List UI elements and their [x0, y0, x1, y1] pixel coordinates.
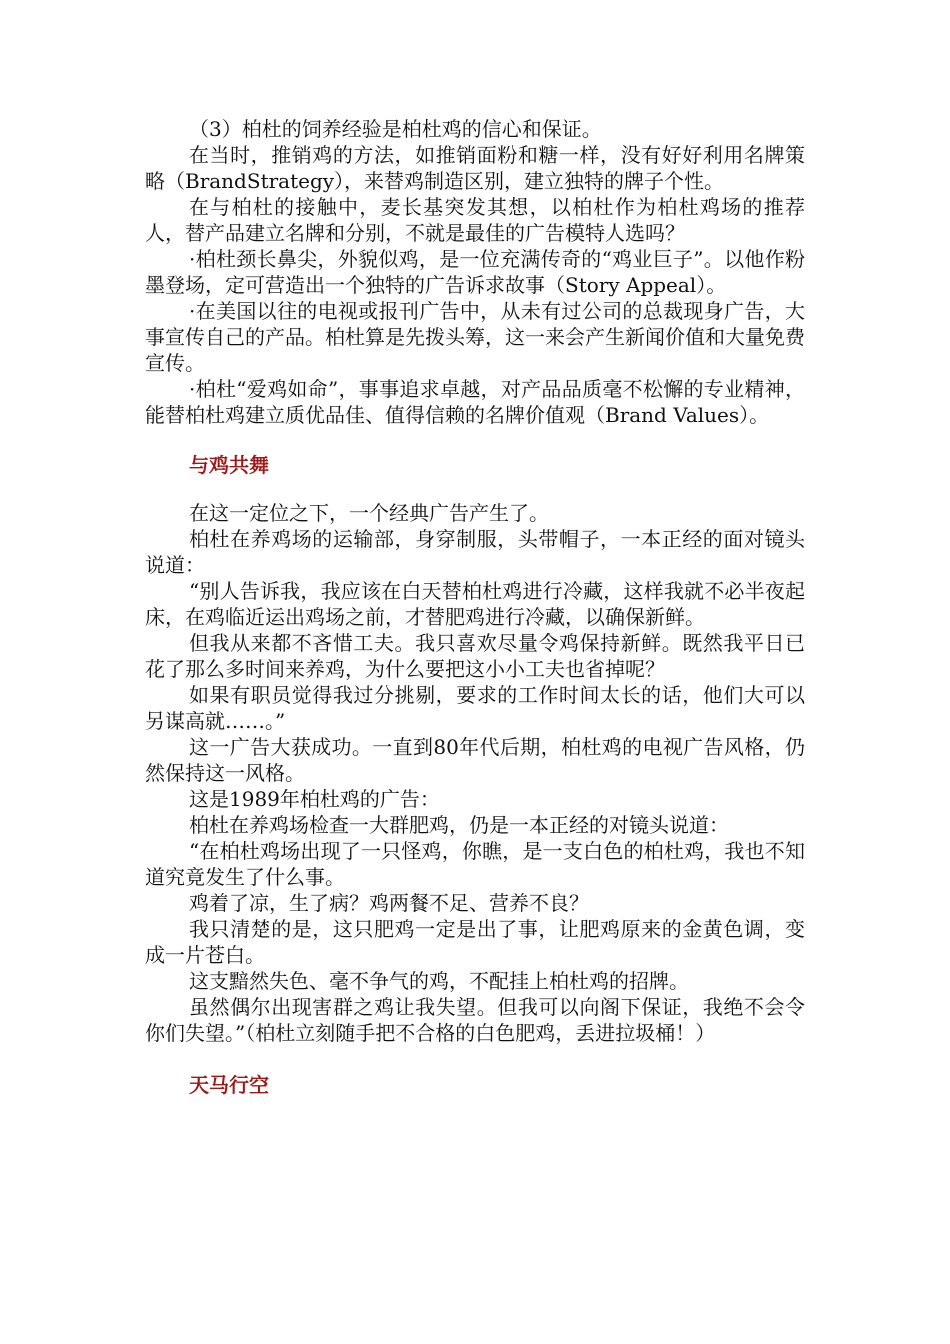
paragraph: 在与柏杜的接触中，麦长基突发其想，以柏杜作为柏杜鸡场的推荐人，替产品建立名牌和分别，不就是最佳的广告模特人选吗？	[145, 195, 805, 245]
paragraph: 这一广告大获成功。一直到80年代后期，柏杜鸡的电视广告风格，仍然保持这一风格。	[145, 735, 805, 785]
paragraph: ·柏杜颈长鼻尖，外貌似鸡，是一位充满传奇的“鸡业巨子”。以他作粉墨登场，定可营造出一个独特的广告诉求故事（Story Appeal）。	[145, 247, 805, 297]
paragraph: 虽然偶尔出现害群之鸡让我失望。但我可以向阁下保证，我绝不会令你们失望。”（柏杜立刻随手把不合格的白色肥鸡，丢进拉圾桶！）	[145, 995, 805, 1045]
paragraph: 但我从来都不吝惜工夫。我只喜欢尽量令鸡保持新鲜。既然我平日已花了那么多时间来养鸡，为什么要把这小小工夫也省掉呢？	[145, 631, 805, 681]
paragraph: ·在美国以往的电视或报刊广告中，从未有过公司的总裁现身广告，大事宣传自己的产品。柏杜算是先拨头筹，这一来会产生新闻价值和大量免费宣传。	[145, 299, 805, 375]
paragraph: 这支黯然失色、毫不争气的鸡，不配挂上柏杜鸡的招牌。	[189, 969, 689, 993]
paragraph: 柏杜在养鸡场检查一大群肥鸡，仍是一本正经的对镜头说道：	[189, 813, 729, 837]
paragraph: 在这一定位之下，一个经典广告产生了。	[189, 501, 549, 525]
paragraph: 鸡着了凉，生了病？鸡两餐不足、营养不良？	[189, 891, 589, 915]
paragraph: ·柏杜“爱鸡如命”，事事追求卓越，对产品品质毫不松懈的专业精神，能替柏杜鸡建立质优品佳、值得信赖的名牌价值观（Brand Values）。	[145, 377, 805, 427]
paragraph: “在柏杜鸡场出现了一只怪鸡，你瞧，是一支白色的柏杜鸡，我也不知道究竟发生了什么事。	[145, 839, 805, 889]
paragraph: 这是1989年柏杜鸡的广告：	[189, 787, 440, 811]
paragraph: 在当时，推销鸡的方法，如推销面粉和糖一样，没有好好利用名牌策略（BrandStrategy），来替鸡制造区别，建立独特的牌子个性。	[145, 143, 805, 193]
paragraph: 柏杜在养鸡场的运输部，身穿制服，头带帽子，一本正经的面对镜头说道：	[145, 527, 805, 577]
section-heading: 与鸡共舞	[189, 453, 269, 477]
paragraph: 我只清楚的是，这只肥鸡一定是出了事，让肥鸡原来的金黄色调，变成一片苍白。	[145, 917, 805, 967]
paragraph: 如果有职员觉得我过分挑剔，要求的工作时间太长的话，他们大可以另谋高就……。”	[145, 683, 805, 733]
paragraph: “别人告诉我，我应该在白天替柏杜鸡进行冷藏，这样我就不必半夜起床，在鸡临近运出鸡场之前，才替肥鸡进行冷藏，以确保新鲜。	[145, 579, 805, 629]
section-heading: 天马行空	[189, 1073, 269, 1097]
paragraph: （3）柏杜的饲养经验是柏杜鸡的信心和保证。	[189, 117, 602, 141]
document-page	[145, 116, 805, 1098]
